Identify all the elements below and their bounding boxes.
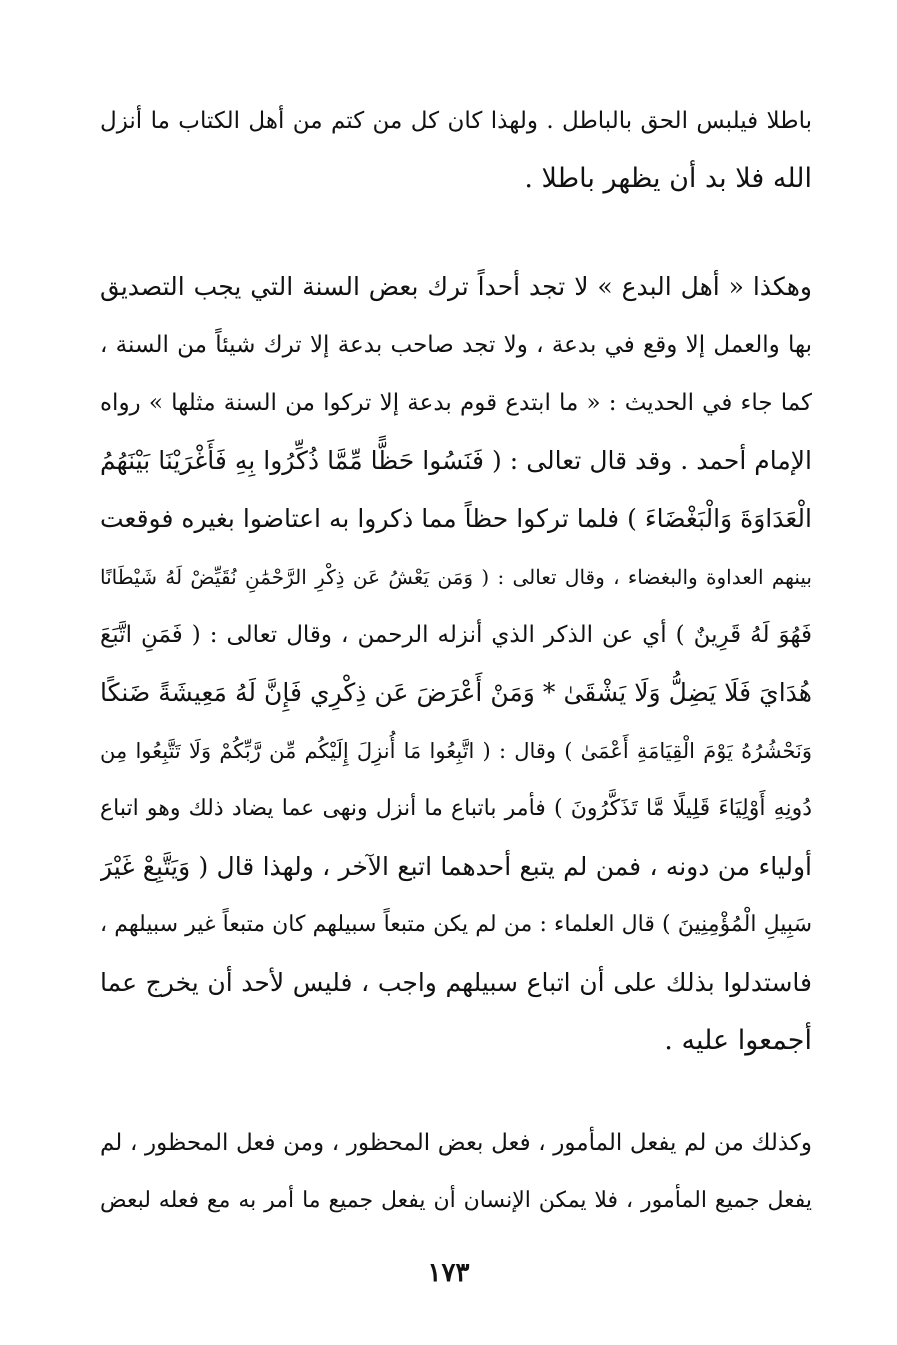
text-line: وَنَحْشُرُهُ يَوْمَ الْقِيَامَةِ أَعْمَىٰ ) وقال : ( اتَّبِعُوا مَا أُنزِلَ إِلَيْكُم مِّن رَّبِّكُمْ وَلَا تَتَّبِعُوا مِن <box>100 739 812 763</box>
paragraph-2 <box>100 258 812 1070</box>
document-page <box>100 92 812 1230</box>
text-line: كما جاء في الحديث : « ما ابتدع قوم بدعة إلا تركوا من السنة مثلها » رواه <box>100 390 812 416</box>
text-line: أولياء من دونه ، فمن لم يتبع أحدهما اتبع الآخر ، ولهذا قال ( وَيَتَّبِعْ غَيْرَ <box>100 852 812 881</box>
paragraph-3 <box>100 1114 812 1230</box>
page-number: ١٧٣ <box>427 1258 470 1288</box>
text-line: أجمعوا عليه . <box>664 1025 812 1056</box>
paragraph-1 <box>100 92 812 208</box>
paragraph-gap <box>100 1070 812 1114</box>
text-line: الله فلا بد أن يظهر باطلا . <box>524 163 812 194</box>
text-line: بينهم العداوة والبغضاء ، وقال تعالى : ( وَمَن يَعْشُ عَن ذِكْرِ الرَّحْمَٰنِ نُقَيِّضْ لَهُ شَيْطَانًا <box>100 565 812 589</box>
paragraph-gap <box>100 208 812 258</box>
text-line: فاستدلوا بذلك على أن اتباع سبيلهم واجب ، فليس لأحد أن يخرج عما <box>100 968 812 997</box>
text-line: يفعل جميع المأمور ، فلا يمكن الإنسان أن يفعل جميع ما أمر به مع فعله لبعض <box>100 1188 812 1213</box>
text-line: الْعَدَاوَةَ وَالْبَغْضَاءَ ) فلما تركوا حظاً مما ذكروا به اعتاضوا بغيره فوقعت <box>100 504 812 533</box>
text-line: فَهُوَ لَهُ قَرِينٌ ) أي عن الذكر الذي أنزله الرحمن ، وقال تعالى : ( فَمَنِ اتَّبَعَ <box>100 622 812 648</box>
text-line: سَبِيلِ الْمُؤْمِنِينَ ) قال العلماء : من لم يكن متبعاً سبيلهم كان متبعاً غير سبيلهم ، <box>100 912 812 937</box>
text-line: باطلا فيلبس الحق بالباطل . ولهذا كان كل من كتم من أهل الكتاب ما أنزل <box>100 108 812 134</box>
text-line: هُدَايَ فَلَا يَضِلُّ وَلَا يَشْقَىٰ * وَمَنْ أَعْرَضَ عَن ذِكْرِي فَإِنَّ لَهُ مَعِيشَةً ضَنكًا <box>100 678 812 707</box>
text-line: دُونِهِ أَوْلِيَاءَ قَلِيلًا مَّا تَذَكَّرُونَ ) فأمر باتباع ما أنزل ونهى عما يضاد ذلك وهو اتباع <box>100 796 812 821</box>
text-line: وهكذا « أهل البدع » لا تجد أحداً ترك بعض السنة التي يجب التصديق <box>100 272 812 301</box>
text-line: بها والعمل إلا وقع في بدعة ، ولا تجد صاحب بدعة إلا ترك شيئاً من السنة ، <box>100 332 812 358</box>
text-line: الإمام أحمد . وقد قال تعالى : ( فَنَسُوا حَظًّا مِّمَّا ذُكِّرُوا بِهِ فَأَغْرَيْنَا بَيْنَهُمُ <box>100 446 812 475</box>
text-line: وكذلك من لم يفعل المأمور ، فعل بعض المحظور ، ومن فعل المحظور ، لم <box>100 1130 812 1156</box>
